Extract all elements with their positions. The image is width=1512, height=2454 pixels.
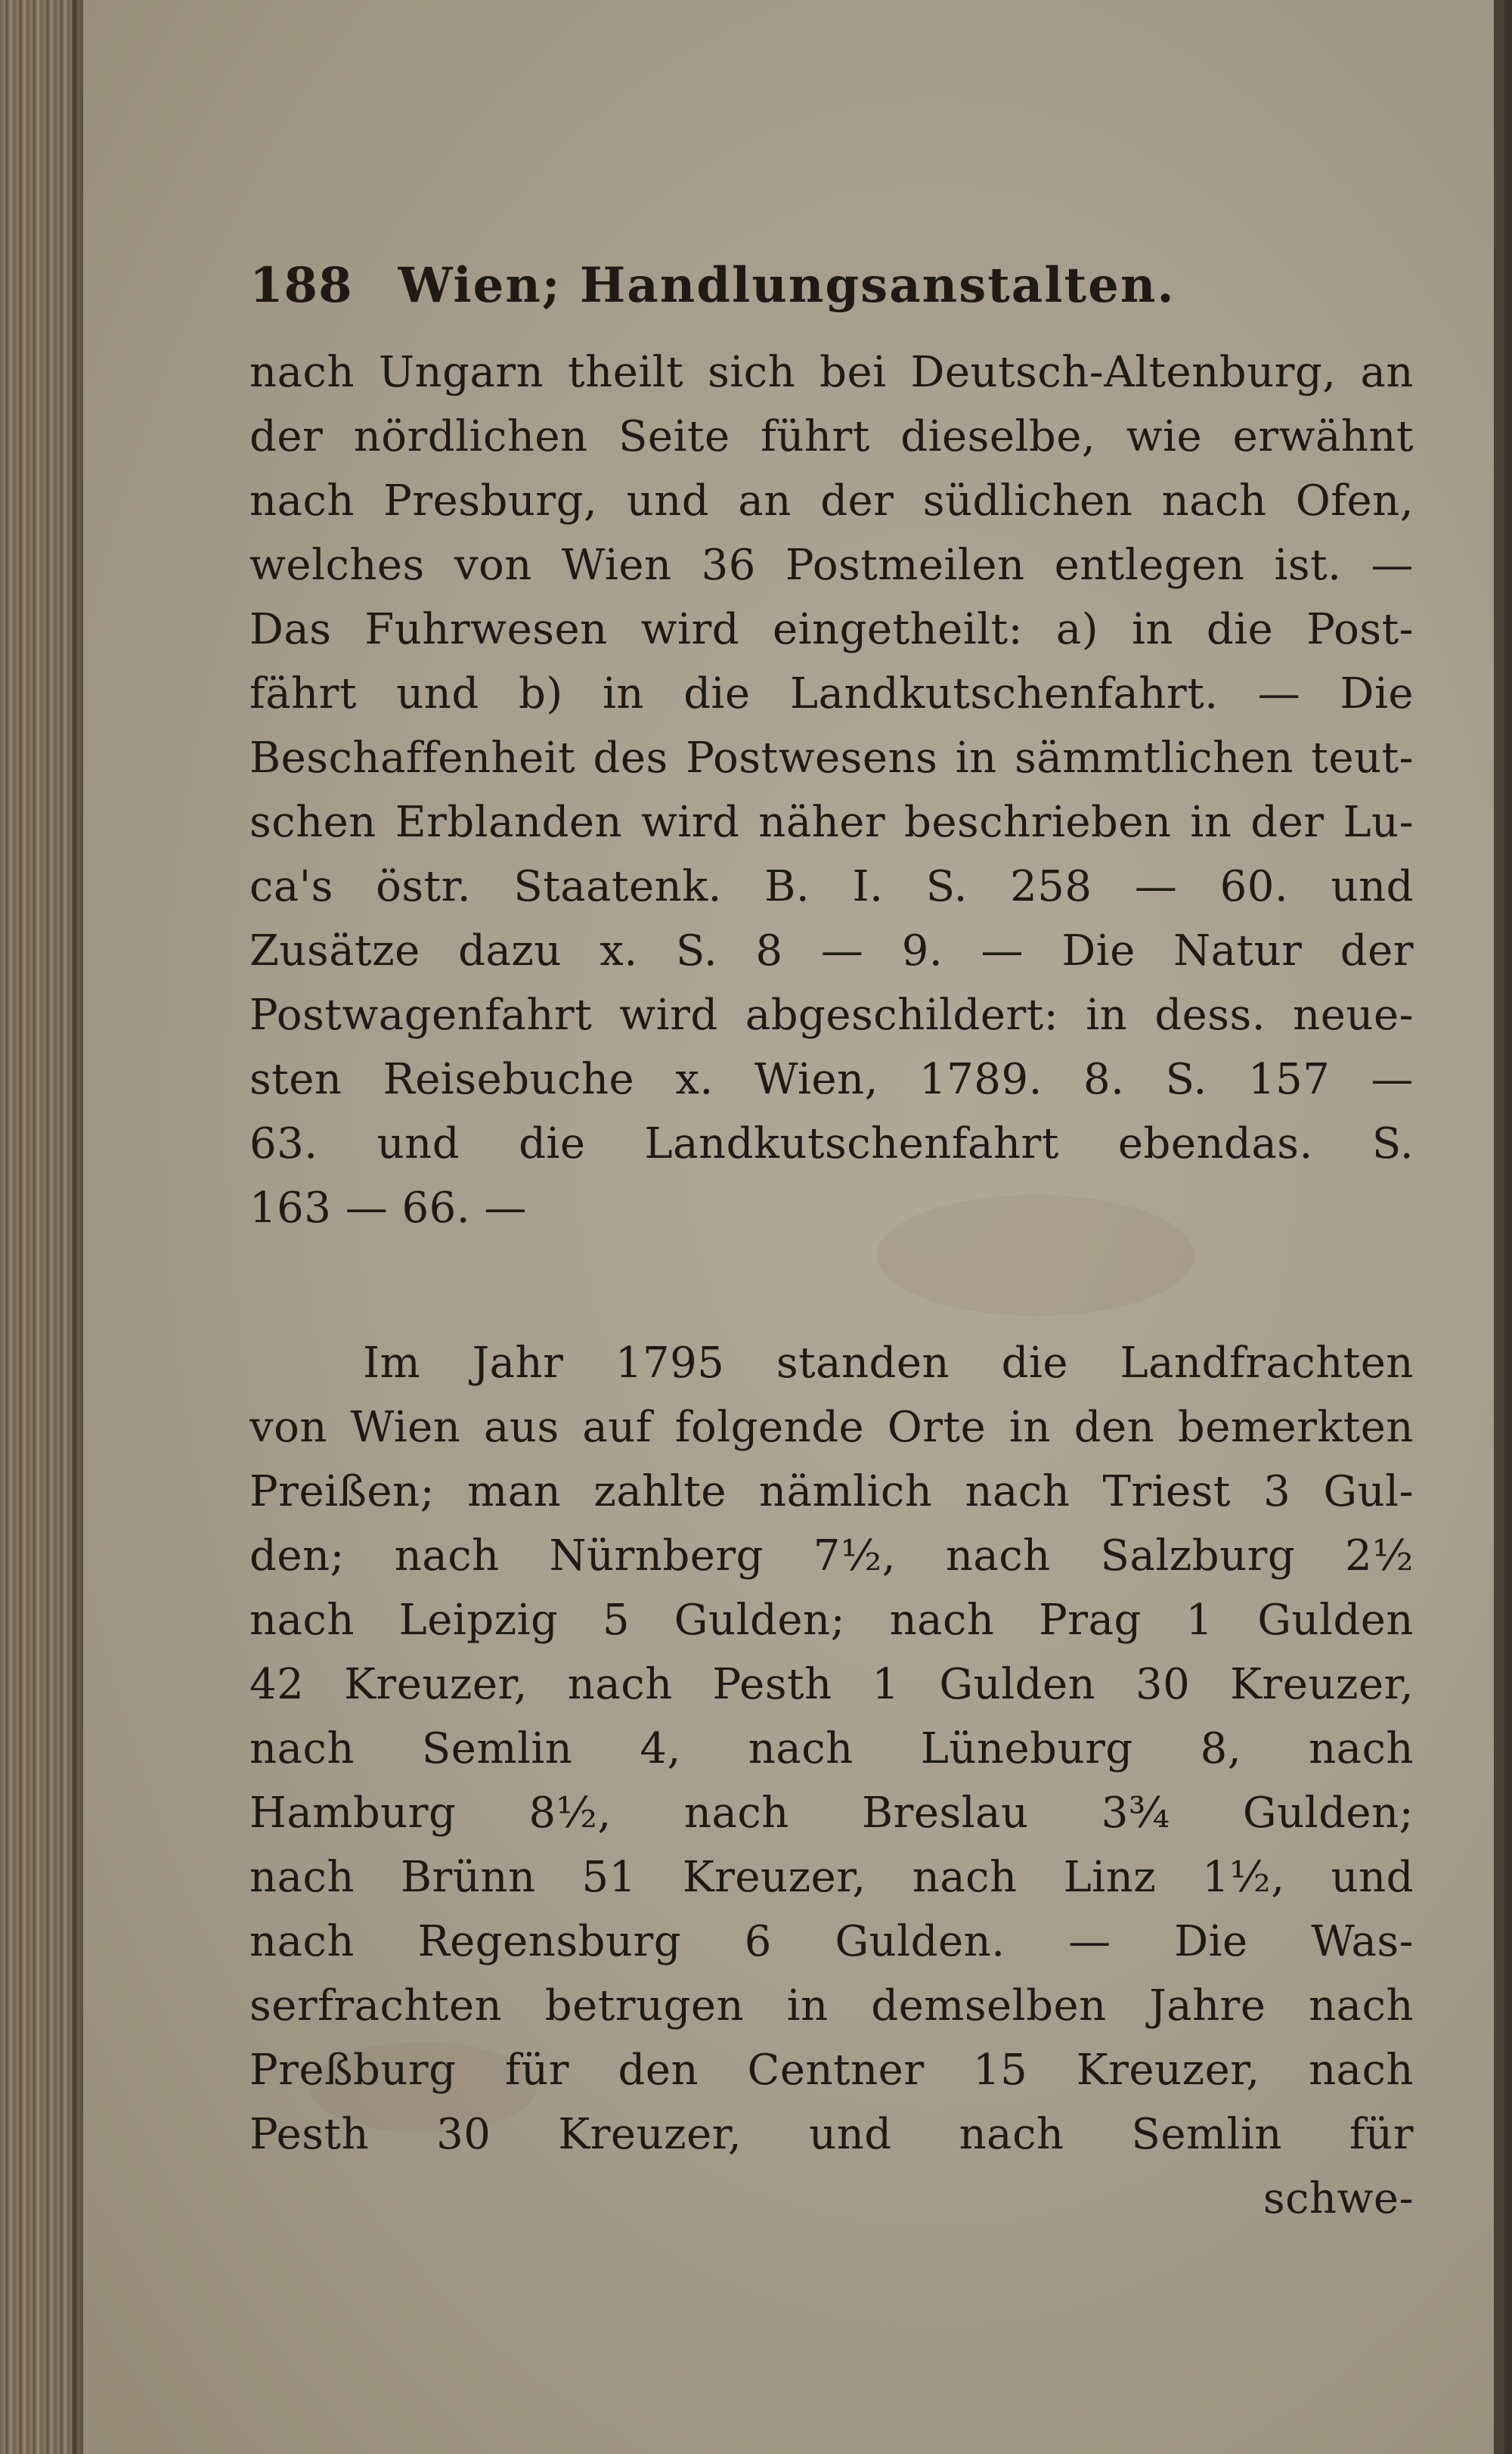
running-title: Wien; Handlungsanstalten. bbox=[398, 257, 1176, 314]
text-line: sten Reisebuche x. Wien, 1789. 8. S. 157 — bbox=[249, 1055, 1414, 1104]
text-line: 163 — 66. — bbox=[249, 1184, 527, 1233]
text-line: von Wien aus auf folgende Orte in den bemerkten bbox=[249, 1403, 1414, 1452]
text-line: nach Presburg, und an der südlichen nach Ofen, bbox=[249, 476, 1414, 526]
text-line: Postwagenfahrt wird abgeschildert: in dess. neue- bbox=[249, 991, 1414, 1040]
text-line: den; nach Nürnberg 7½, nach Salzburg 2½ bbox=[249, 1531, 1414, 1581]
text-line: serfrachten betrugen in demselben Jahre nach bbox=[249, 1981, 1414, 2031]
text-line: 63. und die Landkutschenfahrt ebendas. S. bbox=[249, 1119, 1414, 1168]
text-line: nach Ungarn theilt sich bei Deutsch-Altenburg, an bbox=[249, 348, 1414, 397]
page-number: 188 bbox=[249, 257, 353, 314]
paragraph-1 bbox=[249, 340, 1414, 1240]
text-line: Preßburg für den Centner 15 Kreuzer, nach bbox=[249, 2046, 1414, 2095]
text-line: nach Regensburg 6 Gulden. — Die Was- bbox=[249, 1917, 1414, 1966]
text-line: nach Semlin 4, nach Lüneburg 8, nach bbox=[249, 1724, 1414, 1773]
paragraph-2 bbox=[249, 1331, 1414, 2167]
text-block bbox=[249, 257, 1414, 2231]
text-line: nach Leipzig 5 Gulden; nach Prag 1 Gulden bbox=[249, 1596, 1414, 1645]
text-line: Hamburg 8½, nach Breslau 3¾ Gulden; bbox=[249, 1789, 1414, 1838]
page-right-edge bbox=[1494, 0, 1504, 2454]
text-line: fährt und b) in die Landkutschenfahrt. — Die bbox=[249, 669, 1414, 718]
text-line: Zusätze dazu x. S. 8 — 9. — Die Natur der bbox=[249, 926, 1414, 976]
text-line: Pesth 30 Kreuzer, und nach Semlin für bbox=[249, 2110, 1414, 2159]
text-line: Im Jahr 1795 standen die Landfrachten bbox=[363, 1339, 1414, 1388]
text-line: Beschaffenheit des Postwesens in sämmtlichen teut- bbox=[249, 734, 1414, 783]
catchword: schwe- bbox=[1263, 2174, 1414, 2223]
paragraph-gap bbox=[249, 1240, 1414, 1331]
text-line: der nördlichen Seite führt dieselbe, wie erwähnt bbox=[249, 412, 1414, 461]
text-line: nach Brünn 51 Kreuzer, nach Linz 1½, und bbox=[249, 1853, 1414, 1902]
text-line: 42 Kreuzer, nach Pesth 1 Gulden 30 Kreuzer, bbox=[249, 1660, 1414, 1709]
text-line: Das Fuhrwesen wird eingetheilt: a) in die Post- bbox=[249, 605, 1414, 654]
text-line: Preißen; man zahlte nämlich nach Triest 3 Gul- bbox=[249, 1467, 1414, 1516]
text-line: schen Erblanden wird näher beschrieben in der Lu- bbox=[249, 798, 1414, 847]
text-line: ca's östr. Staatenk. B. I. S. 258 — 60. und bbox=[249, 862, 1414, 911]
page-edges bbox=[0, 0, 83, 2454]
page-header bbox=[249, 257, 1414, 340]
text-line: welches von Wien 36 Postmeilen entlegen ist. — bbox=[249, 541, 1414, 590]
